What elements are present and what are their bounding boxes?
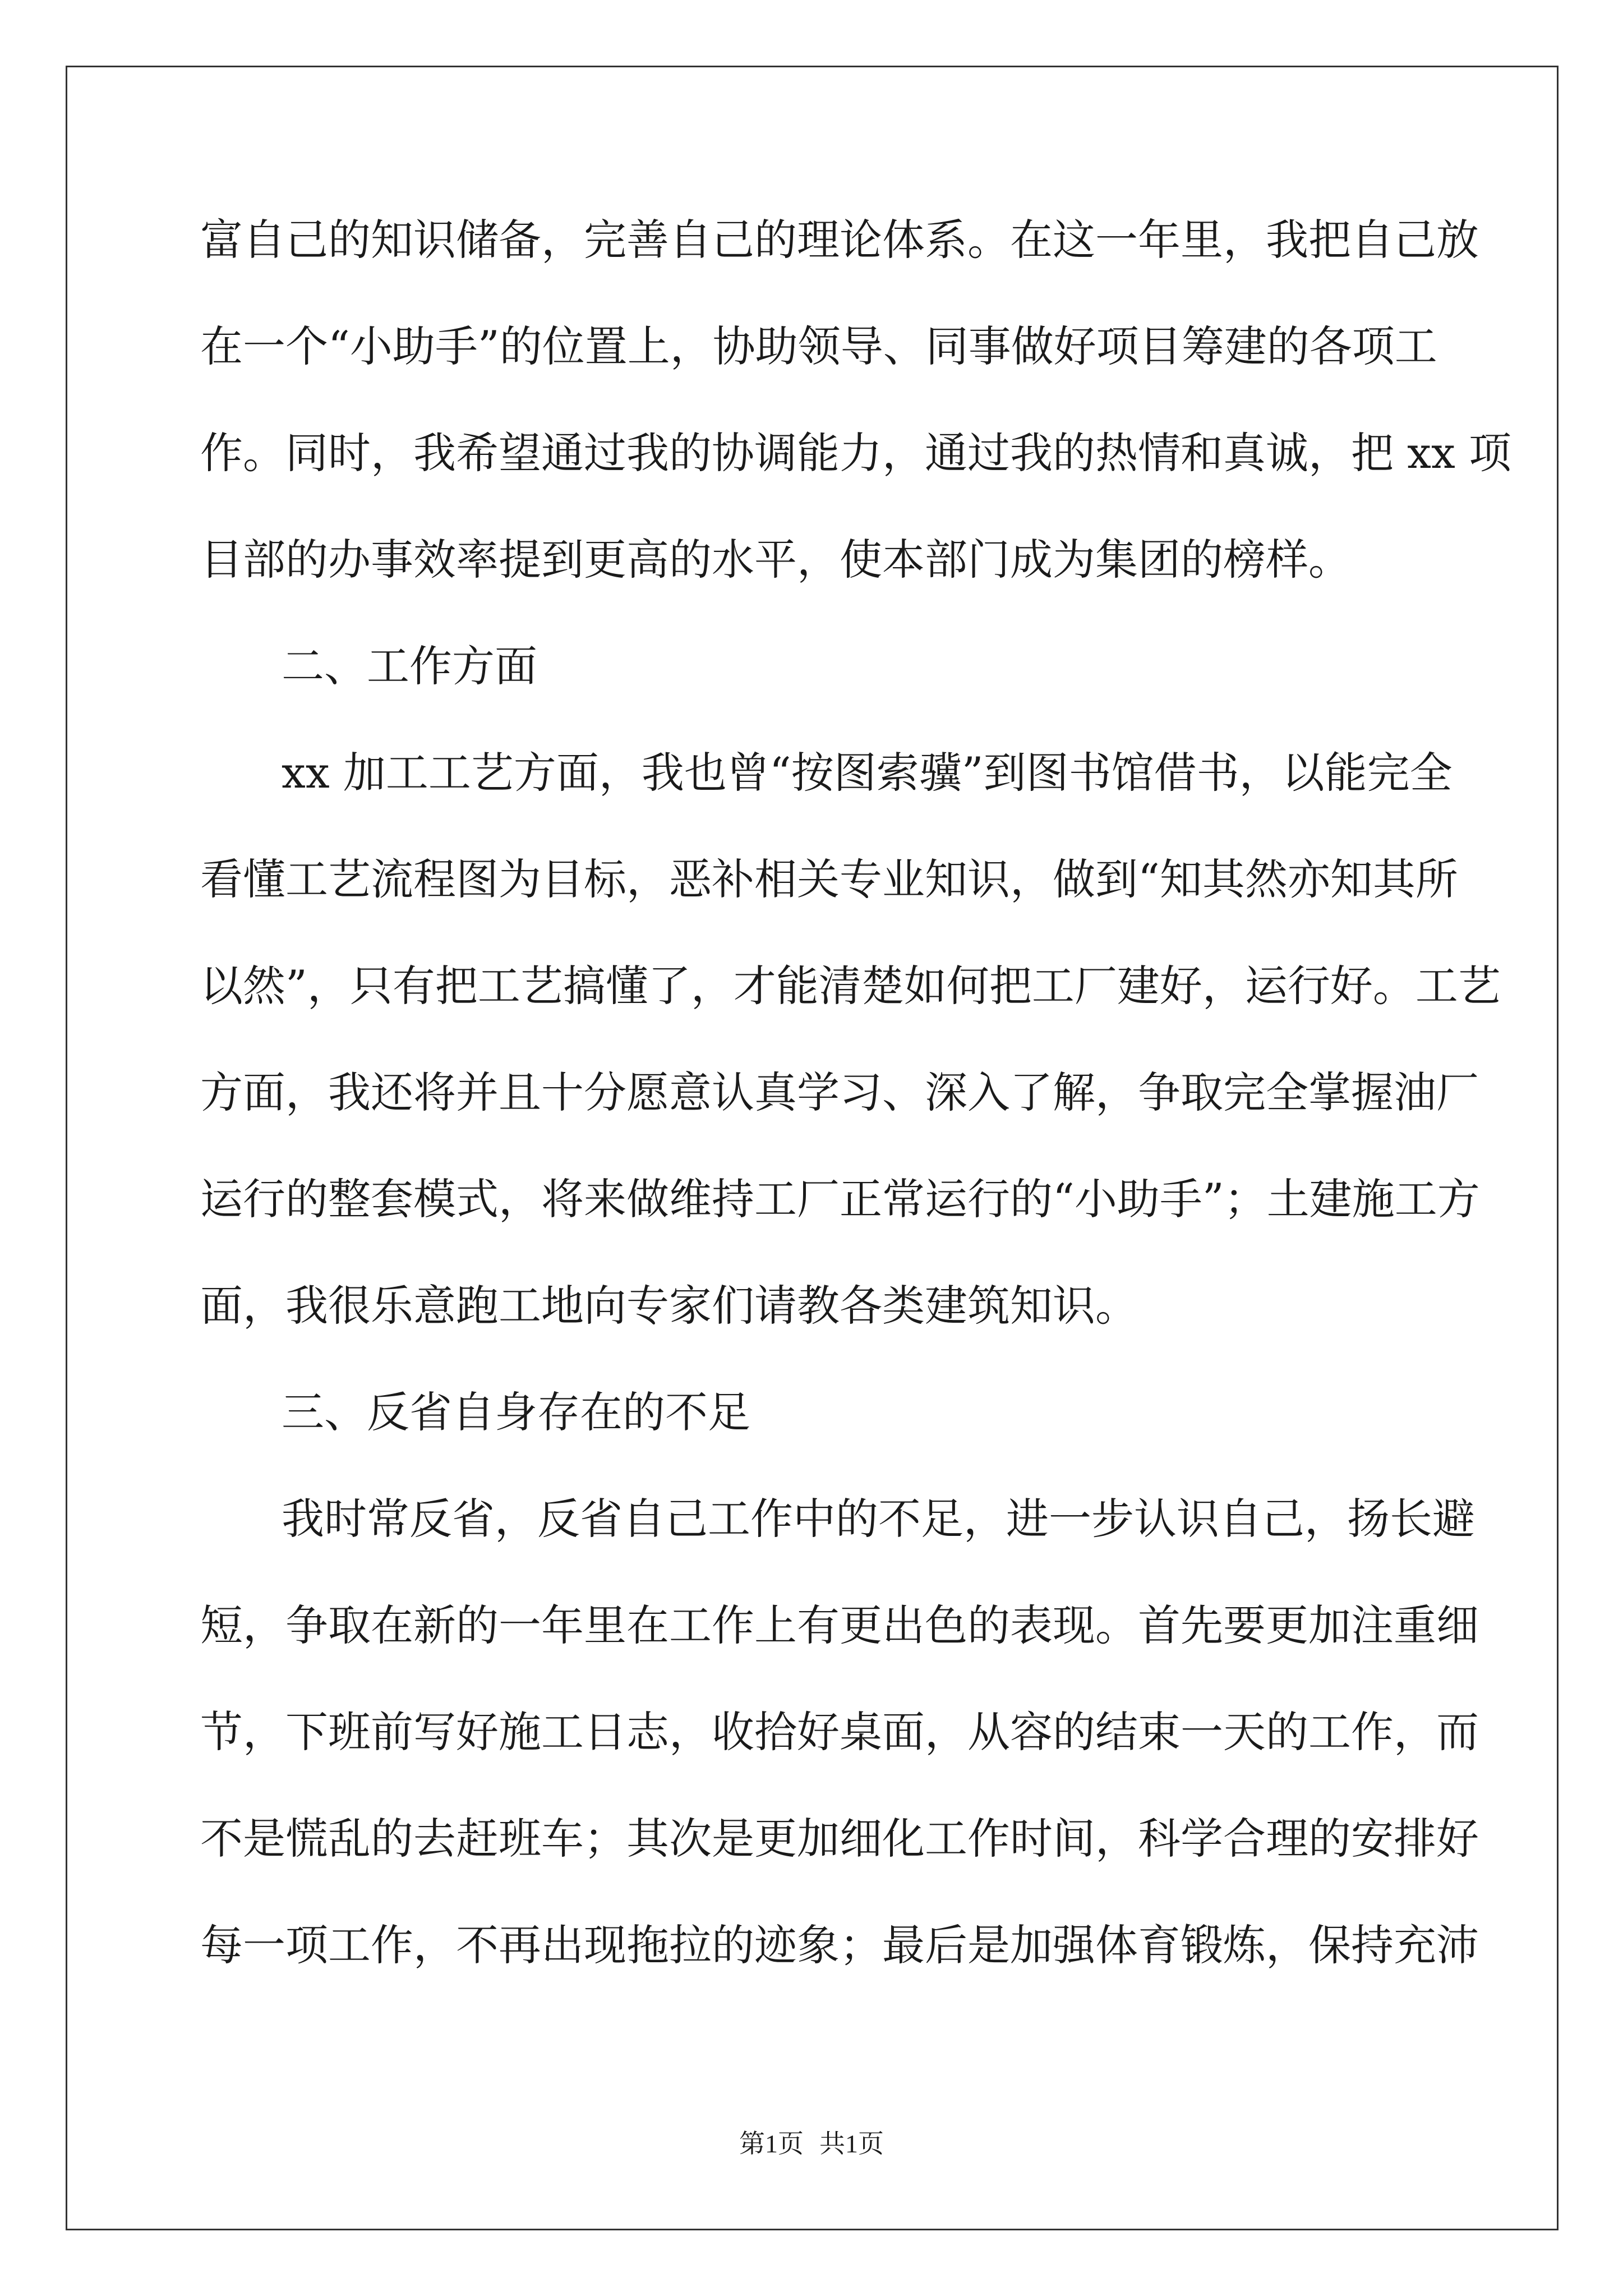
- body-line-13: 我时常反省，反省自己工作中的不足，进一步认识自己，扬长避: [282, 1494, 1475, 1544]
- page-number-total: 共1页: [819, 2129, 884, 2158]
- body-line-7: 看懂工艺流程图为目标，恶补相关专业知识，做到“知其然亦知其所: [200, 854, 1458, 904]
- body-line-9: 方面，我还将并且十分愿意认真学习、深入了解，争取完全掌握油厂: [200, 1068, 1479, 1117]
- body-line-6: xx 加工工艺方面，我也曾“按图索骥”到图书馆借书，以能完全: [282, 748, 1453, 798]
- body-line-8: 以然”，只有把工艺搞懂了，才能清楚如何把工厂建好，运行好。工艺: [200, 961, 1501, 1011]
- body-line-11: 面，我很乐意跑工地向专家们请教各类建筑知识。: [200, 1281, 1138, 1331]
- body-line-14: 短，争取在新的一年里在工作上有更出色的表现。首先要更加注重细: [200, 1600, 1479, 1650]
- page-number-current: 第1页: [739, 2129, 804, 2158]
- body-line-17: 每一项工作，不再出现拖拉的迹象；最后是加强体育锻炼，保持充沛: [200, 1920, 1479, 1970]
- body-line-10: 运行的整套模式，将来做维持工厂正常运行的“小助手”；土建施工方: [200, 1174, 1480, 1224]
- body-line-1: 富自己的知识储备，完善自己的理论体系。在这一年里，我把自己放: [200, 215, 1479, 265]
- body-line-15: 节，下班前写好施工日志，收拾好桌面，从容的结束一天的工作，而: [200, 1707, 1479, 1757]
- page-footer: [0, 2127, 1623, 2161]
- section-heading-shortcomings: 三、反省自身存在的不足: [282, 1387, 750, 1437]
- section-heading-work: 二、工作方面: [282, 641, 537, 691]
- body-line-3: 作。同时，我希望通过我的协调能力，通过我的热情和真诚，把 xx 项: [200, 428, 1512, 478]
- body-line-4: 目部的办事效率提到更高的水平，使本部门成为集团的榜样。: [200, 535, 1351, 585]
- page-border: [66, 66, 1559, 2230]
- body-line-2: 在一个“小助手”的位置上，协助领导、同事做好项目筹建的各项工: [200, 321, 1437, 371]
- body-line-16: 不是慌乱的去赶班车；其次是更加细化工作时间，科学合理的安排好: [200, 1814, 1479, 1864]
